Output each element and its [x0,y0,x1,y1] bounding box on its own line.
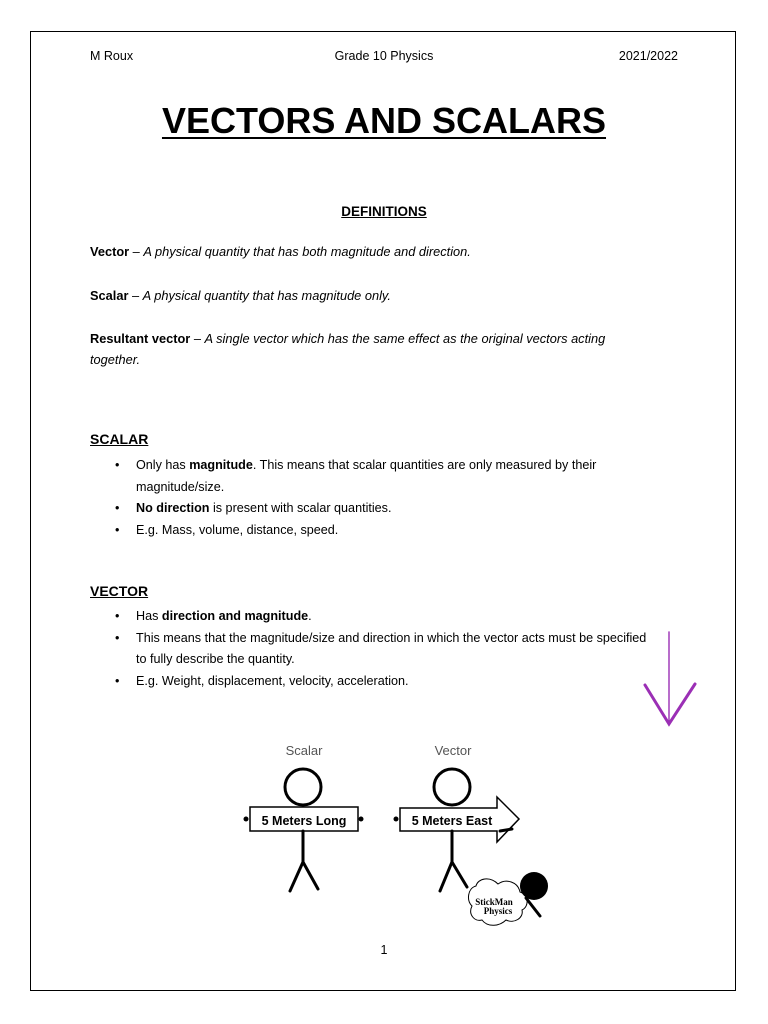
scalar-sign-text: 5 Meters Long [261,814,347,828]
vector-heading: VECTOR [90,583,149,599]
header-course: Grade 10 Physics [334,49,434,63]
vector-caption: Vector [434,743,472,758]
definition-term: Resultant vector [90,331,191,346]
scalar-heading: SCALAR [90,431,149,447]
bullet-dot: • [115,458,120,472]
down-arrow-icon [645,632,695,724]
bullet-bold-text: No direction [136,501,210,515]
stickman-physics-logo [469,872,548,925]
logo-text-line-2: Physics [483,906,513,916]
bullet-text: . This means that scalar quantities are only measured by their magnitude/size. [136,458,597,494]
bullet-dot: • [115,522,120,537]
bullet-dot: • [115,501,120,515]
page-number: 1 [380,943,388,957]
stickman-hand [394,817,399,822]
logo-head [520,872,548,900]
definition-term: Vector [90,244,130,259]
vector-sign-text: 5 Meters East [411,814,493,828]
stickman-hand [244,817,249,822]
definition-separator: – [129,244,144,259]
page-title: VECTORS AND SCALARS [161,100,607,141]
header-year: 2021/2022 [618,49,678,63]
definition-text: A physical quantity that has magnitude only. [142,288,391,303]
stickman-hand [500,829,512,831]
definition-separator: – [190,331,205,346]
definition-separator: – [128,288,143,303]
bullet-bold-text: magnitude [189,458,253,472]
scalar-caption: Scalar [285,743,323,758]
bullet-bold-text: direction and magnitude [161,609,309,623]
stickman-head [285,769,321,805]
definition-term: Scalar [90,288,129,303]
logo-text-line-1: StickMan [475,897,513,907]
bullet-text: E.g. Weight, displacement, velocity, acceleration. [136,673,409,688]
bullet-text: Only has [136,458,190,472]
vector-stickman [394,743,520,891]
bullet-dot: • [115,609,120,623]
stickman-hand [359,817,364,822]
bullet-text: This means that the magnitude/size and direction in which the vector acts must be specified to fully describe the quantity. [136,630,647,666]
stickman-body [440,831,467,891]
definitions-heading: DEFINITIONS [341,204,427,219]
definition-text: A physical quantity that has both magnitude and direction. [143,244,471,259]
bullet-dot: • [115,673,120,688]
scalar-stickman [244,743,364,891]
bullet-text: E.g. Mass, volume, distance, speed. [136,522,339,537]
bullet-dot: • [115,630,120,645]
bullet-text: . [308,609,312,623]
definition-text: A single vector which has the same effect as the original vectors acting together. [90,331,606,367]
header-author: M Roux [90,49,134,63]
stickman-head [434,769,470,805]
bullet-text: Has [136,609,162,623]
stickman-body [290,831,318,891]
bullet-text: is present with scalar quantities. [209,501,392,515]
logo-body [526,898,540,916]
